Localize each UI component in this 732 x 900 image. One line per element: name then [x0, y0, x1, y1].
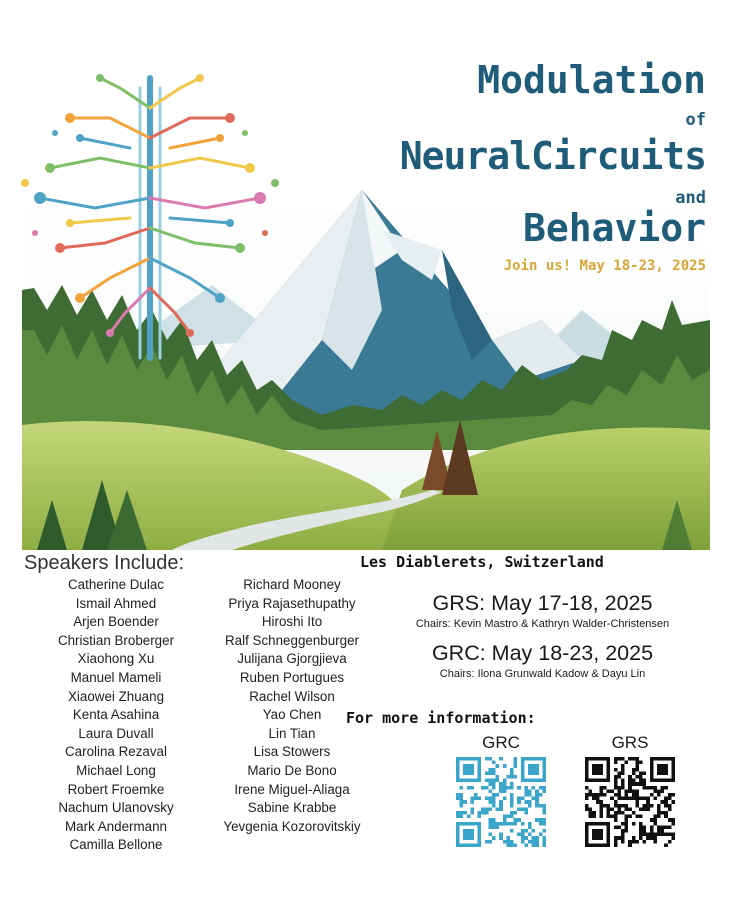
speaker-name: Yevgenia Kozorovitskiy	[223, 818, 361, 834]
title-line-behavior: Behavior	[522, 206, 706, 250]
speaker-name: Lisa Stowers	[253, 744, 331, 760]
speaker-name: Richard Mooney	[243, 577, 341, 592]
grs-dates: GRS: May 17-18, 2025	[432, 591, 653, 615]
neural-circuit-tree-icon	[0, 58, 300, 378]
grc-qr-code-icon[interactable]	[456, 757, 546, 847]
speaker-name: Manuel Mameli	[70, 669, 162, 685]
speaker-list-column-2	[200, 576, 384, 836]
speaker-name: Yao Chen	[262, 707, 322, 723]
speaker-name: Ismail Ahmed	[75, 595, 157, 611]
speaker-name: Kenta Asahina	[72, 707, 160, 723]
grs-qr-code-icon[interactable]	[585, 757, 675, 847]
speaker-name: Irene Miguel-Aliaga	[234, 781, 350, 797]
speaker-name: Christian Broberger	[57, 632, 175, 648]
grc-dates: GRC: May 18-23, 2025	[431, 641, 654, 665]
speaker-name: Ruben Portugues	[239, 669, 345, 685]
grs-qr-label: GRS	[611, 733, 649, 752]
grc-chairs: Chairs: Ilona Grunwald Kadow & Dayu Lin	[439, 668, 646, 680]
speaker-name: Robert Froemke	[67, 781, 165, 797]
speaker-name: Michael Long	[76, 762, 156, 778]
more-information-label: For more information:	[346, 709, 536, 727]
speaker-name: Hiroshi Ito	[261, 614, 323, 630]
speaker-name: Mark Andermann	[65, 818, 167, 834]
speaker-name: Nachum Ulanovsky	[58, 800, 174, 816]
grc-session-block	[370, 641, 715, 680]
speaker-name: Lin Tian	[268, 725, 316, 741]
title-line-neural-circuits: NeuralCircuits	[399, 134, 706, 178]
join-us-dates: Join us! May 18-23, 2025	[503, 258, 706, 274]
title-line-modulation: Modulation	[477, 58, 706, 102]
grs-session-block	[370, 591, 715, 630]
speaker-name: Julijana Gjorgjieva	[237, 651, 347, 667]
speakers-heading: Speakers Include:	[24, 552, 185, 574]
grs-chairs: Chairs: Kevin Mastro & Kathryn Walder-Christensen	[415, 618, 670, 630]
speaker-name: Arjen Boender	[73, 614, 159, 630]
location: Les Diablerets, Switzerland	[360, 553, 604, 571]
speaker-name: Carolina Rezaval	[65, 744, 167, 760]
title-line-and: and	[675, 188, 706, 208]
speaker-name: Rachel Wilson	[249, 688, 335, 704]
speaker-name: Catherine Dulac	[67, 577, 165, 592]
speaker-name: Xiaowei Zhuang	[67, 688, 165, 704]
speaker-list-column-1	[28, 576, 204, 855]
speaker-name: Sabine Krabbe	[247, 800, 337, 816]
grc-qr-label: GRC	[482, 733, 520, 752]
speaker-name: Camilla Bellone	[69, 837, 163, 853]
speaker-name: Ralf Schneggenburger	[225, 632, 359, 648]
speaker-name: Mario De Bono	[247, 762, 337, 778]
speaker-name: Xiaohong Xu	[77, 651, 155, 667]
speaker-name: Laura Duvall	[78, 725, 154, 741]
speaker-name: Priya Rajasethupathy	[228, 595, 356, 611]
title-line-of: of	[685, 110, 706, 130]
